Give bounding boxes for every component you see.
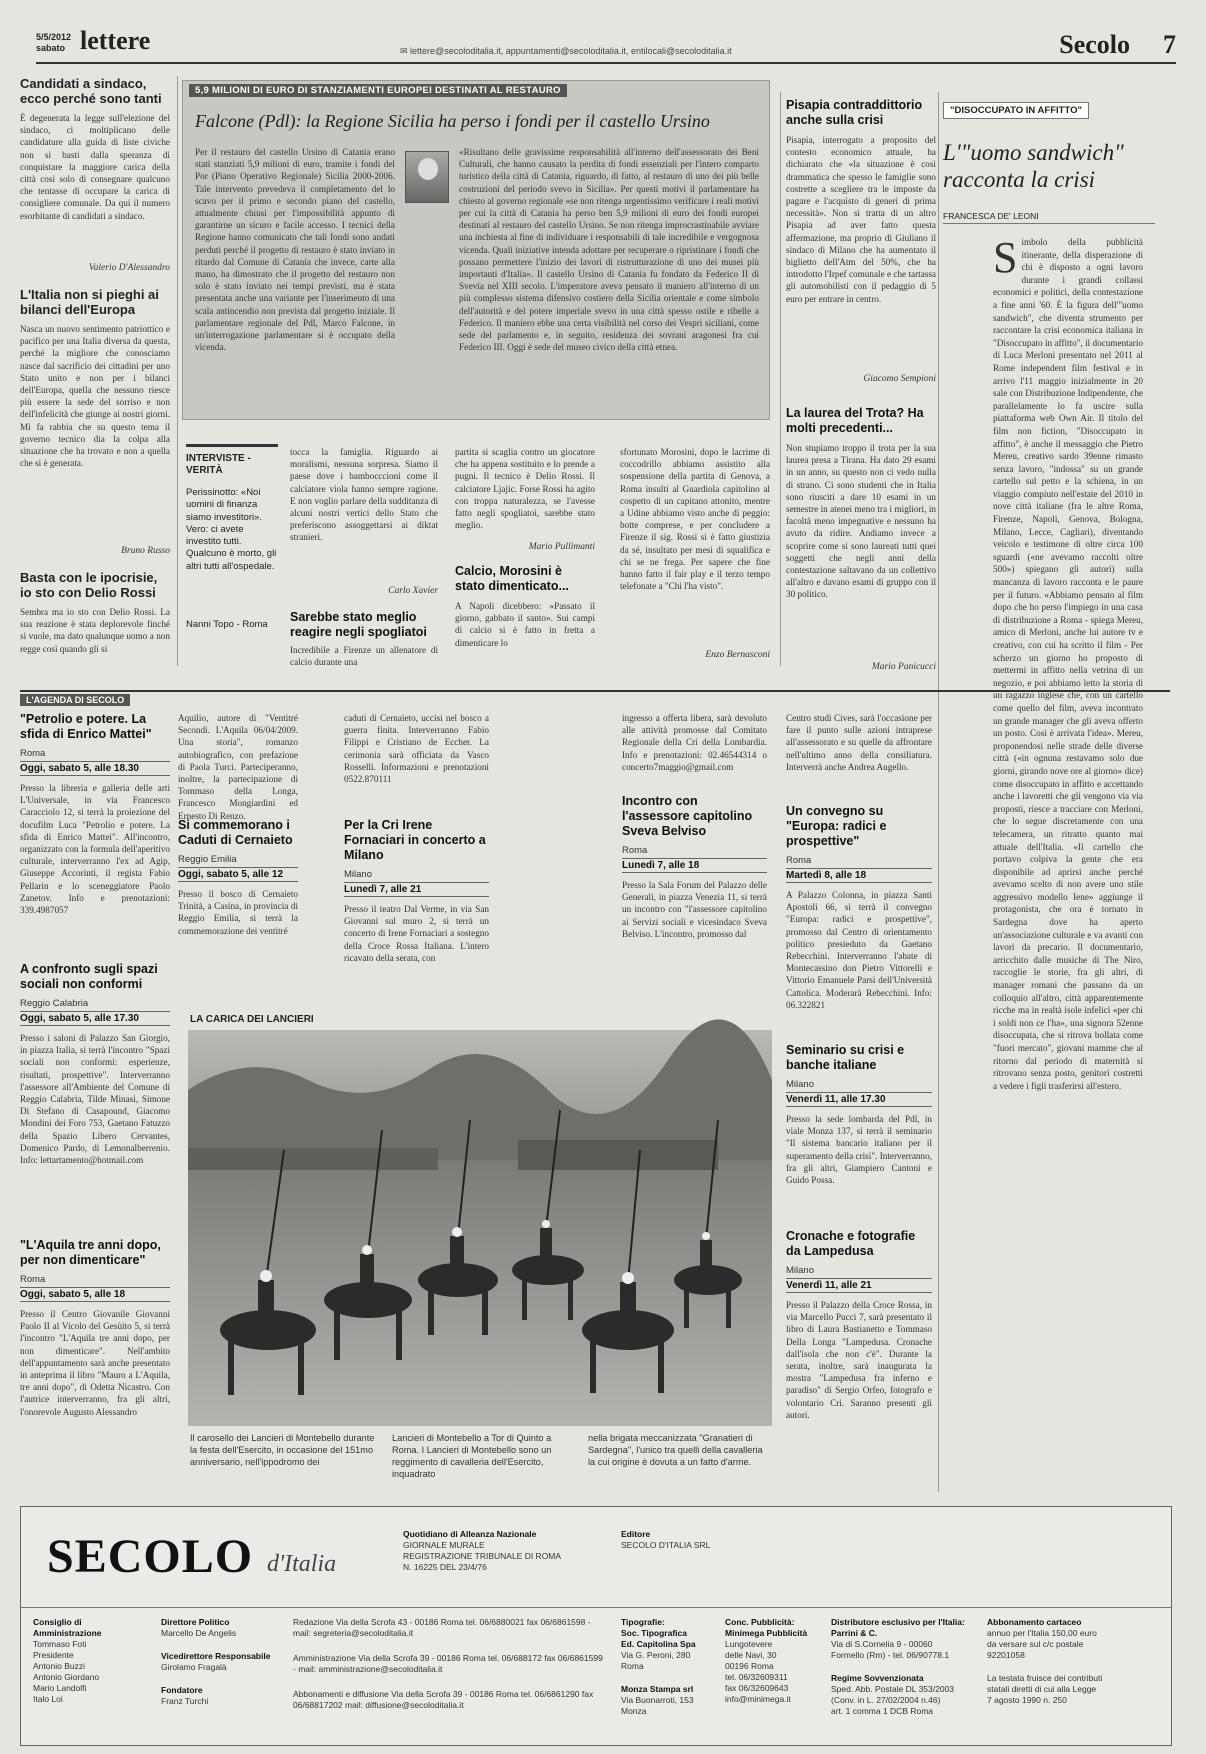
- mail-icon: ✉: [400, 46, 411, 56]
- agenda-item: "Petrolio e potere. La sfida di Enrico Mattei" Roma Oggi, sabato 5, alle 18.30 Presso la libreria e galleria delle arti L'Universale, in via Francesco Caracciolo 12, si terrà la proiezione del docufilm Luca "Petrolio e potere. La sfida di Enrico Mattei". All'incontro, organizzato con la formula dell'aperitivo culturale, interverranno l'ex ad Agip, Giuseppe Accorinti, il regista Fabio Pellarin e lo sceneggiatore Paolo Zanetov. Info e prenotazioni: 339.4987057: [20, 712, 170, 916]
- letter: L'Italia non si pieghi ai bilanci dell'Europa Nasca un nuovo sentimento patriottico e pacifico per una Italia diversa da questa, perché la migliore che conosciamo nasce dal sacrificio dei cittadini per uno Stato unito e non per i bilanci dell'Europa, quella che nessuno riesce più essere la sede del sorriso e non dell'infelicità che giunge ai nostri giorni. Mi fa rabbia che su questo tema il governo tecnico dia la colpa alla situazione che ha trovato e non a quella che si è generata. Bruno Russo: [20, 287, 170, 556]
- middle-letter: partita si scaglia contro un giocatore che ha appena sostituito e lo prende a pugni. Il tecnico è Delio Rossi. Il calciatore Ljajic. Forse Rossi ha agito con troppa naturalezza, se l'avesse fatto negli spogliatoi, sarebbe stato meglio. Mario Pullimanti Calcio, Morosini è stato dimenticato... A Napoli dicebbero: «Passato il giorno, gabbato il santo». Sui campi di calcio si è fatto in fretta a dimenticare lo: [455, 447, 595, 648]
- section-title: lettere: [80, 26, 151, 55]
- photo-label: LA CARICA DEI LANCIERI: [190, 1014, 314, 1025]
- agenda-band: L'AGENDA DI SECOLO: [20, 690, 1170, 704]
- photo-caption: Lancieri di Montebello a Tor di Quinto a Roma. I Lancieri di Montebello sono un reggimento di cavalleria dell'Esercito, inquadrato: [392, 1433, 552, 1479]
- board-info: Consiglio di Amministrazione Tommaso Foti Presidente Antonio Buzzi Antonio Giordano Mario Landolfi Italo Loi: [33, 1617, 102, 1704]
- agenda-item: "L'Aquila tre anni dopo, per non dimenticare" Roma Oggi, sabato 5, alle 18 Presso il Centro Giovanile Giovanni Paolo II al Vicolo del Gesùito 5, si terrà l'incontro "L'Aquila tre anni dopo, per non dimenticare". Nell'ambito dell'appuntamento sarà anche presentato in anteprima il libro "Mauro a L'Aquila, tre anni dopo", di Odetta Nicastro. Con l'autrice interverranno, fra gli altri, l'onorevole Augusto Alessandro: [20, 1238, 170, 1417]
- feature-box: [182, 80, 770, 420]
- middle-letter: tocca la famiglia. Riguardo ai moralismi, nessuna sorpresa. Siamo il paese dove i bambocccioni come il calciatore viola hanno sempre ragione. E non voglio parlare della sudditanza di alcuni nostri vertici dello Stato che preferiscono assoggettarsi ai diktat stranieri. Carlo Xavier Sarebbe stato meglio reagire negli spogliatoi Incredibile a Firenze un allenatore di calcio durante una: [290, 447, 438, 668]
- footer-rule: [21, 1607, 1171, 1608]
- right-feature-body: Simbolo della pubblicità itinerante, della disperazione di chi è disposto a ogni lavoro durante i grandi collassi economici e politici, della contestazione a fine anni '60. È la figura dell'"uomo sandwich", che diventa strumento per raccontare la crisi economica italiana in "Disoccupato in affitto", il documentario di Luca Merloni presentato nel 2011 al Rome independent film festival e in arrivo l'11 maggio inizialmente in 20 sale con Distribuzione Indipendente, che parallelamente lo fa uscire sulla piattaforma web Own Air. Il titolo del film non fiction, "Disoccupato in affitto", è anche il messaggio che Pietro Mereu, creativo sardo 39enne rimasto senza lavoro, "indossa" su un grande cartello sul petto e la schiena, in un viaggio compiuto nell'estate del 2010 in nove città italiane (fra le altre Roma, Firenze, Napoli, Genova, Bologna, Milano, Lecce, Cagliari), diventando veicolo e testimone di oltre circa 100 sguardi («ne avevamo raccolti oltre 500») spiegano gli autori) sulla mancanza di lavoro racconta e le paure per il futuro. «Abbiamo pensato al film dopo che ho perso l'impiego in una casa di distribuzione a Roma - spiega Mereu, amico di Merloni, anche lui autore tv e creativo, con cui ha scritto il film - Per scherzo un giorno ho proposto di mettermi in affitto nella vetrina di un negozio, e poi abbiamo letto la storia di un ragazzo inglese che, con un cartello come quello del film, aveva incontrato un grande manager che gli aveva offerto un posto. Così è arrivata l'idea». Mereu, proponendosi nelle strade delle diverse città («in ognuna restavamo solo due giorni, girando nove ore al giorno» dice) come disoccupato in affitto e accettando anche i lavoretti che gli vengono via via proposti, riesce a tracciare con Merloni, che lo segue discretamente con una telecamera, un ritratto quanto mai attuale dell'Italia. «Il cartello che portavo colpiva la gente che era disponibile ad aprirsi anche perché avevamo scelto di non avere uno stile aggressivo modello Iene» aggiunge il protagonista, che ora è tornato in Sardegna dove ha aperto un'associazione culturale e va avanti con lavori da precario. Il documentario, arricchito dalle musiche di The Niro, raccoglie le storie, fra gli altri, di manager romani che passano da un colloquio all'altro, città apparentemente ricche ma in realtà isole infelici «per chi i soldi non ce l'ha», una signora 52enne disoccupata, che si ritrova bollata come "fuori mercato", giovani mamme che al ritorno dal periodo di maternità si ritrovano senza posto, genitori costretti a vedere i figli trasferirsi all'estero.: [993, 233, 1143, 1091]
- direction-info: Direttore Politico Marcello De Angelis Vicedirettore Responsabile Girolamo Fragalà Fondatore Franz Turchi: [161, 1617, 271, 1706]
- left-letters: [20, 76, 170, 683]
- agenda-col2: Aquilio, autore di "Ventitré Secondi. L'Aquila 06/04/2009. Una storia", romanzo autobiografico, con prefazione di Paola Turci. Parteciperanno, inoltre, la partecipazione di Tommaso della Longa, Francesco Mongiardini ed Ernesto Di Renzo. Si commemorano i Caduti di Cernaieto Reggio Emilia Oggi, sabato 5, alle 12 Presso il bosco di Cernaieto Trinità, a Casina, in provincia di Reggio Emilia, si terrà la commemorazione dei ventitré: [178, 713, 298, 936]
- agenda-col4: ingresso a offerta libera, sarà devoluto alle attività promosse dal Comitato Regionale della Cri della Lombardia. Info e prenotazioni: 02.46544314 o concerto7maggio@gmail.com Incontro con l'assessore capitolino Sveva Belviso Roma Lunedì 7, alle 18 Presso la Sala Forum del Palazzo delle Generali, in piazza Venezia 11, si terrà un incontro con "l'assessore capitolino ai Servizi sociali e vicesindaco Sveva Belviso. L'incontro, promosso dal: [622, 713, 767, 939]
- col5-letters: Pisapia contraddittorio anche sulla crisi Pisapia, interrogato a proposito del contesto economico attuale, ha dichiarato che «la situazione è così drammatica che spesso le famiglie sono costrette a scegliere tra le imposte da pagare e l'acquisto di generi di prima necessità». Non si tratta di un altro Pisapia ad aver fatto questa affermazione, ma proprio di Giuliano il sindaco di Milano che ha aumentato il biglietto dell'Atm del 50%, che ha introdotto l'Irpef comunale e che tartassa gli automobilisti con il pedaggio di 5 euro per entrare in centro. Giacomo Sempioni La laurea del Trota? Ha molti precedenti... Non stupiamo troppo il trota per la sua laurea presa a Tirana. Ha dato 29 esami in un anno, su questo non ci vedo nulla di strano. Ci sono studenti che in Italia sono riusciti a dare 10 esami in un semestre in atenei meno tra i migliori, in facoltà meno impegnative e nessuno ha avuto da ridire. Andiamo invece a scoprire come si sono laureati tutti quei soggetti che negli anni della contestazione saltavano da un collettivo all'altro e davano esami di gruppo con il 30 politico. Mario Panicucci: [786, 98, 936, 672]
- feature-col1: Per il restauro del castello Ursino di Catania erano stati stanziati 5,9 milioni di euro, tramite i fondi del Por (Piano Operativo Regionale) Sicilia 2000-2006. Tale intervento prevedeva il completamento del lo scavo per il primo e secondo piano del castello, attualmente chiusi per l'impossibilità appunto di garantirne un sicuro e facile accesso. I tecnici della Regione hanno comunicato che tali fondi sono andati perduti perché il progetto di restauro è stato inviato in ritardo dal Comune di Catania che invece, carte alla mano, ha dimostrato che il progetto del restauro non solo è stato inviato nei tempi previsti, ma è stata presentata anche una variante per l'inserimento di una scala antincendio non prevista dal progetto iniziale. Il parlamentare regionale del Pdl, Marco Falcone, in un'interrogazione parlamentare si è occupato della vicenda.: [195, 147, 395, 353]
- middle-letter: sfortunato Morosini, dopo le lacrime di coccodrillo abbiamo assistito alla sospensione della partita di Genova, a Roma insulti al Guardiola capitolino al cospetto di un capitano attonito, mentre a Udine abbiamo visto anche di peggio: botte comprese, e per concludere a Firenze il sig. Rossi si è fatto giustizia da sé, insultato per mesi di squalifica e chi se ne frega. Per sapere che fine hanno fatto il fair play e il terzo tempo telefonate a "Chi l'ha visto". Enzo Bernasconi: [620, 447, 770, 660]
- agenda-col5: Centro studi Cives, sarà l'occasione per fare il punto sulle azioni intraprese all'assessorato e su quelle da affrontare nell'ultimo anno della consiliatura. Interverrà anche Andrea Augello. Un convegno su "Europa: radici e prospettive" Roma Martedì 8, alle 18 A Palazzo Colonna, in piazza Santi Apostoli 66, si terrà il convegno "Europa: radici e prospettive", promosso dal Centro di orientamento politico presieduto da Gaetano Rebecchini. Interverranno l'abate di Montecassino don Pietro Vittorelli e Vittorio Emanuele Parsi dell'Università Cattolica. Moderarà Rebecchini. Info: 06.322821 Seminario su crisi e banche italiane Milano Venerdì 11, alle 17.30 Presso la sede lombarda del Pdl, in viale Monza 137, si terrà il seminario "Il sistema bancario italiano per il superamento della crisi". Interverranno, fra gli altri, Giampiero Cantoni e Guido Possa. Cronache e fotografie da Lampedusa Milano Venerdì 11, alle 21 Presso il Palazzo della Croce Rossa, in via Marcello Pucci 7, sarà presentato il libro di Laura Bastianetto e Tommaso Della Longa "Lampedusa. Cronache dall'isola che non c'è". Durante la serata, inoltre, sarà inaugurata la mostra "Lampedusa fra inferno e paradiso" di Sergio Orfeo, fotografo e volontario Cri. Saranno presenti gli autori.: [786, 713, 932, 1420]
- publication-info: Quotidiano di Alleanza Nazionale GIORNALE MURALE REGISTRAZIONE TRIBUNALE DI ROMA N. 16225 DEL 23/4/76: [403, 1529, 562, 1572]
- letter: Basta con le ipocrisie, io sto con Delio Rossi Sembra ma io sto con Delio Rossi. La sua reazione è stata deplorevole finché si vuole, ma dato qualunque uomo a non regge così quando gli si: [20, 570, 170, 654]
- feature-kicker: 5,9 MILIONI DI EURO DI STANZIAMENTI EUROPEI DESTINATI AL RESTAURO: [189, 84, 567, 97]
- lancers-photo: [188, 1030, 772, 1426]
- page-header: [36, 26, 1176, 64]
- distribution-info: Distributore esclusivo per l'Italia: Parrini & C. Via di S.Cornelia 9 - 00060 Formello (Rm) - tel. 06/90778.1 Regime Sovvenzionata Sped. Abb. Postale DL 353/2003 (Conv. in L. 27/02/2004 n.46) art. 1 comma 1 DCB Roma: [831, 1617, 965, 1716]
- agenda-item: A confronto sugli spazi sociali non conformi Reggio Calabria Oggi, sabato 5, alle 17.30 Presso i saloni di Palazzo San Giorgio, in piazza Italia, si terrà l'incontro "Spazi sociali non conformi: esperienze, risultati, prospettive". Interverranno l'assessore all'Ambiente del Comune di Reggio Calabria, Tilde Minasi, Simone Di Stefano di Casapound, Giacomo Mondini dei Foro 753, Gaetano Fatuzzo della Spazio Libero Cervantes, Domenico Pardo, di Lemonalberrenio. Info: lettartamento@hotmail.com: [20, 962, 170, 1166]
- column-rule: [780, 92, 781, 666]
- print-info: Tipografie: Soc. Tipografica Ed. Capitolina Spa Via G. Peroni, 280 Roma Monza Stampa srl Via Buonarroti, 153 Monza: [621, 1617, 696, 1716]
- agenda-col3: caduti di Cernaieto, uccisi nel bosco a guerra finita. Interverranno Fabio Filippi e Cristiano de Eccher. La cerimonia sarà officiata da Vasco Rosselli. Informazioni e prenotazioni 0522.870111 Per la Cri Irene Fornaciari in concerto a Milano Milano Lunedì 7, alle 21 Presso il teatro Dal Verme, in via San Giovanni sul muro 2, si terrà un concerto di Irene Fornaciari a sostegno della Croce Rossa Italiana. L'intero ricavato della serata, con: [344, 713, 489, 963]
- advertising-info: Conc. Pubblicità: Minimega Pubblicità Lungotevere delle Navi, 30 00196 Roma tel. 06/32609311 fax 06/32609643 info@minimega.it: [725, 1617, 808, 1704]
- agenda-col1: [20, 712, 170, 1464]
- feature-col2: «Risultano delle gravissime responsabilità all'interno dell'assessorato dei Beni Culturali, che hanno causato la perdita di fondi essenziali per l'intero comparto turistico della città di Catania, riguardo, di fatto, al restauro di uno dei più belle costruzioni del periodo svevo in Sicilia». Per questi motivi il parlamentare ha chiesto al governo regionale «se non ritenga urgentissimo verificare i reali motivi per cui la città di Catania ha perso ben 5,9 milioni di euro dei fondi europei destinati al restauro del castello Ursino. Se non ritenga improcrastinabile avviare una inchiesta al fine di individuare i responsabili di tale incredibile e vergognosa vicenda. Quali iniziative intenda adottare per recuperare o ripristinare i fondi che possano permettere l'inizio dei lavori di ristrutturazione di uno dei musei più importanti d'Italia». Il castello Ursino di Catania fu fondato da Federico II di Svevia nel XIII secolo. L'imperatore aveva pensato il maniero all'interno di un più complesso sistema difensivo costiero della Sicilia orientale e come simbolo dell'autorità e del potere imperiale svevo in una città spesso ostile e ribelle a Federico. Il maniero ebbe una certa visibilità nel corso dei Vespri siciliani, come sede del parlamento e, in seguito, residenza dei sovrani aragonesi fra cui Federico III. Oggi è sede del museo civico della città etnea.: [459, 147, 759, 353]
- header-date: 5/5/2012 sabato: [36, 32, 72, 53]
- right-feature-title: L'"uomo sandwich" racconta la crisi: [943, 140, 1124, 192]
- header-emails[interactable]: ✉ lettere@secoloditalia.it, appuntamenti@secoloditalia.it, entilocali@secoloditalia.it: [400, 46, 732, 56]
- photo-caption: nella brigata meccanizzata "Granatieri di Sardegna", l'unico tra quelli della cavalleria la cui origine è dovuta a un fatto d'arme.: [588, 1433, 763, 1467]
- letter: Candidati a sindaco, ecco perché sono tanti È degenerata la legge sull'elezione del sindaco, ci moltiplicano delle candidature alla guida di liste civiche non si basti dalla speranza di conquistare la maggiore carica della città così solo di consegnare qualcuno che tentasse di occupare la carica di consigliere comunale. Da qui il numero esorbitante di candidati a sindaco. Valerio D'Alessandro: [20, 76, 170, 273]
- italia-logo: d'Italia: [267, 1551, 337, 1577]
- office-info: Redazione Via della Scrofa 43 - 00186 Roma tel. 06/6880021 fax 06/6861598 - mail: segreteria@secoloditalia.it Amministrazione Via della Scrofa 39 - 00186 Roma tel. 06/688172 fax 06/6861599 - mail: amministrazione@secoloditalia.it Abbonamenti e diffusione Via della Scrofa 39 - 00186 Roma tel. 06/6861290 fax 06/68817202 mail: diffusione@secoloditalia.it: [293, 1617, 603, 1710]
- column-rule: [938, 92, 939, 1492]
- page-number: 7: [1163, 30, 1176, 59]
- cavalry-photo-image: [188, 1030, 772, 1426]
- portrait-photo: [405, 151, 449, 203]
- interviste-box: INTERVISTE - VERITÀ Perissinotto: «Noi uomini di finanza siamo investitori». Vero: ci avete investito tutti. Qualcuno è morto, gli altri tutti all'ospedale. Nanni Topo - Roma: [186, 444, 278, 664]
- right-feature: "DISOCCUPATO IN AFFITTO" L'"uomo sandwich" racconta la crisi FRANCESCA DE' LEONI Simbolo della pubblicità itinerante, della disperazione di chi è disposto a ogni lavoro durante i grandi collassi economici e politici, della contestazione a fine anni '60. È la figura dell'"uomo sandwich", che diventa strumento per raccontare la crisi economica italiana in "Disoccupato in affitto", il documentario di Luca Merloni presentato nel 2011 al Rome independent film festival e in arrivo l'11 maggio inizialmente in 20 sale con Distribuzione Indipendente, che parallelamente lo fa uscire sulla piattaforma web Own Air. Il titolo del film non fiction, "Disoccupato in affitto", è anche il messaggio che Pietro Mereu, creativo sardo 39enne rimasto senza lavoro, "indossa" su un grande cartello sul petto e la schiena, in un viaggio compiuto nell'estate del 2010 in nove città italiane (fra le altre Roma, Firenze, Napoli, Genova, Bologna, Milano, Lecce, Cagliari), diventando veicolo e testimone di oltre circa 100 sguardi («ne avevamo raccolti oltre 500») spiegano gli autori) sulla mancanza di lavoro racconta e le paure per il futuro. «Abbiamo pensato al film dopo che ho perso l'impiego in una casa di distribuzione a Roma - spiega Mereu, amico di Merloni, anche lui autore tv e creativo, con cui ha scritto il film - Per scherzo un giorno ho proposto di mettermi in affitto nella vetrina di un negozio, e poi abbiamo letto la storia di un ragazzo inglese che, con un cartello come quello del film, aveva incontrato un grande manager che gli aveva offerto un posto. Così è arrivata l'idea». Mereu, proponendosi nelle strade delle diverse città («in ognuna restavamo solo due giorni, girando nove ore al giorno» dice) come disoccupato in affitto e accettando anche i lavoretti che gli vengono via via proposti, riesce a tracciare con Merloni, che lo segue discretamente con una telecamera, un ritratto quanto mai attuale dell'Italia. «Il cartello che portavo colpiva la gente che era disponibile ad aprirsi anche perché avevamo scelto di non avere uno stile aggressivo modello Iene» aggiunge il protagonista, che ora è tornato in Sardegna dove ha aperto un'associazione culturale e va avanti con lavori da precario. Il documentario, arricchito dalle musiche di The Niro, raccoglie le storie, fra gli altri, di manager romani che passano da un colloquio all'altro, città apparentemente ricche ma in realtà isole infelici «per chi i soldi non ce l'ha», una signora 52enne disoccupata, che si ritrova bollata come "fuori mercato", giovani mamme che al ritorno dal periodo di maternità si ritrovano senza posto, genitori costretti a vedere i figli trasferirsi all'estero.: [943, 98, 1155, 1386]
- secolo-logo: SECOLO: [47, 1530, 254, 1583]
- column-rule: [177, 76, 178, 666]
- masthead-footer: [20, 1506, 1172, 1746]
- paper-name: Secolo: [1059, 30, 1130, 59]
- dropcap: S: [993, 233, 1018, 282]
- subscription-info: Abbonamento cartaceo annuo per l'Italia 150,00 euro da versare sul c/c postale 92201058 La testata fruisce dei contributi statali diretti di cui alla Legge 7 agosto 1990 n. 250: [987, 1617, 1103, 1705]
- feature-title: Falcone (Pdl): la Regione Sicilia ha perso i fondi per il castello Ursino: [195, 111, 710, 131]
- photo-caption: Il carosello dei Lancieri di Montebello durante la festa dell'Esercito, in occasione del 151mo anniversario, nell'ippodromo dei: [190, 1433, 375, 1467]
- publisher-info: Editore SECOLO D'ITALIA SRL: [621, 1529, 711, 1550]
